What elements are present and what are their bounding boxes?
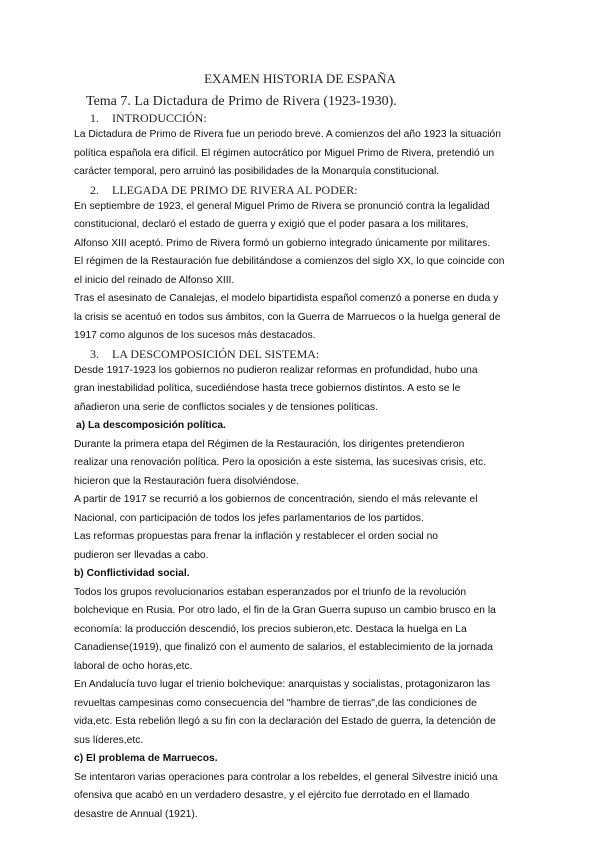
section-title: LLEGADA DE PRIMO DE RIVERA AL PODER: bbox=[112, 182, 358, 197]
subsection-title-a: a) La descomposición política. bbox=[76, 420, 226, 431]
paragraph: Desde 1917-1923 los gobiernos no pudieron realizar reformas en profundidad, hubo una gran inestabilidad política, sucediéndose hasta trece gobiernos distintos. A esto se le añadieron una serie de conflictos sociales y de tensiones políticas. bbox=[74, 364, 478, 413]
section-heading-descomposicion bbox=[74, 346, 534, 362]
paragraph: La Dictadura de Primo de Rivera fue un periodo breve. A comienzos del año 1923 la situación política española era difícil. El régimen autocrático por Miguel Primo de Rivera, pretendió un carácter temporal, pero arruinó las posibilidades de la Monarquía constitucional. bbox=[74, 129, 502, 177]
topic-heading: Tema 7. La Dictadura de Primo de Rivera (1923-1930). bbox=[86, 94, 397, 109]
section-number: 2. bbox=[90, 182, 99, 197]
section-heading-llegada bbox=[74, 182, 534, 198]
section-number: 3. bbox=[90, 346, 99, 361]
section-heading-introduccion bbox=[74, 110, 534, 126]
paragraph: Todos los grupos revolucionarios estaban esperanzados por el triunfo de la revolución bolchevique en Rusia. Por otro lado, el fin de la Gran Guerra supuso un cambio brusco en la economía: la producción descendió, los precios subieron,etc. Destaca la huelga en La Canadiense(1919), que finalizó con el aumento de salarios, el establecimiento de la jornada laboral de ocho horas,etc. bbox=[74, 586, 496, 672]
document-title: EXAMEN HISTORIA DE ESPAÑA bbox=[204, 71, 396, 86]
paragraph: Durante la primera etapa del Régimen de la Restauración, los dirigentes pretendieron realizar una renovación política. Pero la oposición a este sistema, las sucesivas crisis, etc. hicieron que la Restauración fuera disolviéndose. bbox=[74, 438, 487, 487]
subsection-title-c: c) El problema de Marruecos. bbox=[74, 753, 218, 764]
paragraph: En septiembre de 1923, el general Miguel Primo de Rivera se pronunció contra la legalidad constitucional, declaró el estado de guerra y exigió que el poder pasara a los militares, Alfonso XIII aceptó. Primo de Rivera formó un gobierno integrado únicamente por militares. El régimen de la Restauración fue debilitándose a comienzos del siglo XX, lo que coincide con el inicio del reinado de Alfonso XIII. Tras el asesinato de Canalejas, el modelo bipartidista español comenzó a ponerse en duda y la crisis se acentuó en todos sus ámbitos, con la Guerra de Marruecos o la huelga general de 1917 como algunos de los sucesos más destacados. bbox=[74, 200, 505, 341]
paragraph: Se intentaron varias operaciones para controlar a los rebeldes, el general Silvestre inició una ofensiva que acabó en un verdadero desastre, y el ejército fue derrotado en el llamado desastre de Annual (1921). bbox=[74, 771, 498, 820]
section-title: LA DESCOMPOSICIÓN DEL SISTEMA: bbox=[112, 346, 320, 361]
document-body bbox=[74, 110, 534, 824]
section-number: 1. bbox=[90, 111, 99, 125]
paragraph: En Andalucía tuvo lugar el trienio bolchevique: anarquistas y socialistas, protagonizaron las revueltas campesinas como consecuencia del "hambre de tierras",de las condiciones de vida,etc. Esta rebelión llegó a su fin con la declaración del Estado de guerra, la detención de sus líderes,etc. bbox=[74, 679, 496, 746]
section-title: INTRODUCCIÓN: bbox=[112, 111, 207, 125]
subsection-title-b: b) Conflictividad social. bbox=[74, 568, 190, 579]
paragraph: A partir de 1917 se recurrió a los gobiernos de concentración, siendo el más relevante el Nacional, con participación de todos los jefes parlamentarios de los partidos. Las reformas propuestas para frenar la inflación y restablecer el orden social no pudieron ser llevadas a cabo. bbox=[74, 494, 478, 561]
